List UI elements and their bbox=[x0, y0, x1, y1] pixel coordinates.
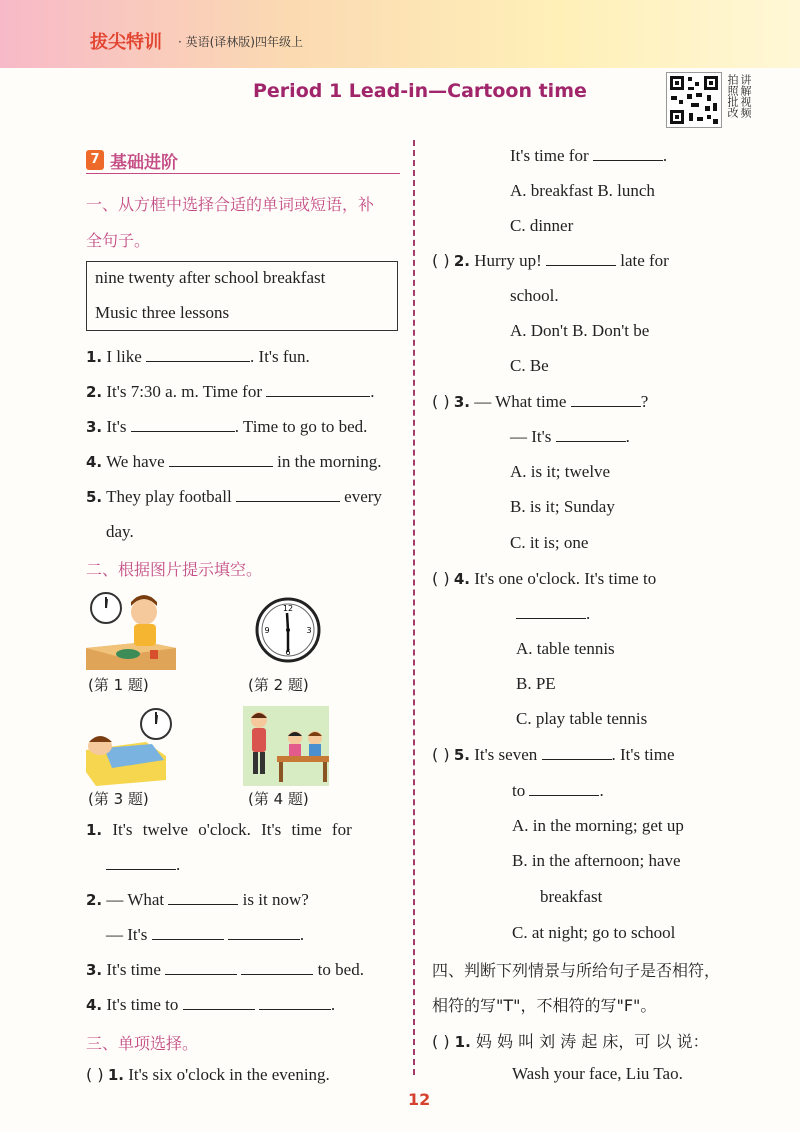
answer-blank[interactable] bbox=[106, 856, 176, 870]
p3-q4-option-c: C. play table tennis bbox=[516, 709, 648, 728]
part1-instruction: 一、从方框中选择合适的单词或短语，补 bbox=[86, 195, 375, 214]
p2-question-1-cont: . bbox=[106, 855, 180, 875]
p2-question-1: 1. It's twelve o'clock. It's time for bbox=[86, 820, 352, 839]
page-number: 12 bbox=[408, 1090, 431, 1109]
svg-text:12: 12 bbox=[282, 604, 294, 613]
p3-question-5: ( ) 5. It's seven . It's time bbox=[432, 745, 675, 764]
p3-q1-cont: It's time for . bbox=[510, 146, 668, 165]
svg-text:6: 6 bbox=[285, 648, 291, 657]
p3-q5-option-c: C. at night; go to school bbox=[512, 923, 676, 942]
p3-q4-option-b: B. PE bbox=[516, 674, 556, 693]
p3-q3-option-c: C. it is; one bbox=[510, 533, 589, 552]
p3-q1-option-c: C. dinner bbox=[510, 216, 574, 235]
picture-boy-lunch bbox=[86, 590, 176, 670]
picture-caption: (第 1 题) bbox=[88, 676, 149, 694]
answer-blank[interactable] bbox=[241, 961, 313, 975]
p4-question-1-cont: Wash your face, Liu Tao. bbox=[512, 1064, 683, 1083]
word-box-line: Music three lessons bbox=[95, 303, 230, 322]
p1-question-4: 4. We have in the morning. bbox=[86, 452, 382, 471]
part4-instruction-cont: 相符的写"T"，不相符的写"F"。 bbox=[432, 996, 657, 1015]
picture-boy-bed bbox=[86, 706, 176, 786]
answer-blank[interactable] bbox=[165, 961, 237, 975]
p1-question-3: 3. It's . Time to go to bed. bbox=[86, 417, 368, 436]
svg-text:9: 9 bbox=[264, 626, 270, 635]
svg-text:3: 3 bbox=[306, 626, 312, 635]
p1-question-2: 2. It's 7:30 a. m. Time for . bbox=[86, 382, 375, 401]
p3-q2-cont: school. bbox=[510, 286, 559, 305]
p2-question-2: 2. — What is it now? bbox=[86, 890, 309, 909]
answer-blank[interactable] bbox=[152, 926, 224, 940]
answer-blank[interactable] bbox=[146, 348, 250, 362]
picture-caption: (第 4 题) bbox=[248, 790, 309, 808]
picture-caption: (第 3 题) bbox=[88, 790, 149, 808]
p3-q5-option-b-cont: breakfast bbox=[540, 887, 603, 906]
answer-blank[interactable] bbox=[593, 147, 663, 161]
answer-blank[interactable] bbox=[168, 891, 238, 905]
p2-question-3: 3. It's time to bed. bbox=[86, 960, 364, 979]
qr-side-label: 讲解视频 拍照批改 bbox=[726, 74, 752, 118]
clock-picture bbox=[254, 596, 322, 664]
answer-blank[interactable] bbox=[571, 393, 641, 407]
part1-instruction-cont: 全句子。 bbox=[86, 231, 151, 250]
answer-blank[interactable] bbox=[546, 252, 616, 266]
answer-blank[interactable] bbox=[516, 605, 586, 619]
p3-q5-option-b: B. in the afternoon; have bbox=[512, 851, 681, 870]
part4-instruction: 四、判断下列情景与所给句子是否相符， bbox=[432, 961, 721, 980]
book-subtitle: · 英语(译林版)四年级上 bbox=[178, 35, 303, 49]
picture-classroom bbox=[243, 706, 329, 786]
qr-code-icon[interactable] bbox=[666, 72, 722, 128]
p3-q3-option-a: A. is it; twelve bbox=[510, 462, 611, 481]
answer-blank[interactable] bbox=[259, 996, 331, 1010]
p1-question-1: 1. I like . It's fun. bbox=[86, 347, 310, 366]
part2-instruction: 二、根据图片提示填空。 bbox=[86, 560, 263, 579]
section-badge: 7 bbox=[86, 150, 104, 170]
p3-question-4: ( ) 4. It's one o'clock. It's time to bbox=[432, 569, 657, 588]
answer-blank[interactable] bbox=[183, 996, 255, 1010]
part3-instruction: 三、单项选择。 bbox=[86, 1034, 199, 1053]
p3-q2-option-c: C. Be bbox=[510, 356, 549, 375]
section-heading bbox=[86, 148, 400, 174]
p3-q3-answer: — It's . bbox=[510, 427, 630, 446]
p3-question-3: ( ) 3. — What time ? bbox=[432, 392, 649, 411]
p1-question-5: 5. They play football every bbox=[86, 487, 382, 506]
answer-blank[interactable] bbox=[228, 926, 300, 940]
p3-q1-options: A. breakfast B. lunch bbox=[510, 181, 655, 200]
answer-blank[interactable] bbox=[529, 782, 599, 796]
p3-q3-option-b: B. is it; Sunday bbox=[510, 497, 615, 516]
p3-q4-cont: . bbox=[516, 604, 590, 624]
section-label: 基础进阶 bbox=[110, 153, 178, 173]
p3-q5-option-a: A. in the morning; get up bbox=[512, 816, 684, 835]
p2-question-4: 4. It's time to . bbox=[86, 995, 336, 1014]
answer-blank[interactable] bbox=[131, 418, 235, 432]
p3-q4-option-a: A. table tennis bbox=[516, 639, 615, 658]
answer-blank[interactable] bbox=[542, 746, 612, 760]
answer-blank[interactable] bbox=[266, 383, 370, 397]
p3-q5-cont: to . bbox=[512, 781, 604, 800]
word-box bbox=[86, 261, 398, 331]
answer-blank[interactable] bbox=[236, 488, 340, 502]
p4-question-1: ( ) 1. 妈 妈 叫 刘 涛 起 床，可 以 说： bbox=[432, 1032, 709, 1051]
brand-logo: 拔尖特训 bbox=[90, 32, 162, 53]
p3-question-1: ( ) 1. It's six o'clock in the evening. bbox=[86, 1065, 330, 1084]
p2-question-2-answer: — It's . bbox=[106, 925, 305, 944]
p3-q2-options: A. Don't B. Don't be bbox=[510, 321, 650, 340]
answer-blank[interactable] bbox=[556, 428, 626, 442]
word-box-line: nine twenty after school breakfast bbox=[95, 268, 326, 287]
column-divider bbox=[413, 140, 415, 1075]
p3-question-2: ( ) 2. Hurry up! late for bbox=[432, 251, 669, 270]
page-title: Period 1 Lead-in—Cartoon time bbox=[253, 80, 587, 102]
p1-question-5-cont: day. bbox=[106, 522, 134, 541]
picture-caption: (第 2 题) bbox=[248, 676, 309, 694]
answer-blank[interactable] bbox=[169, 453, 273, 467]
